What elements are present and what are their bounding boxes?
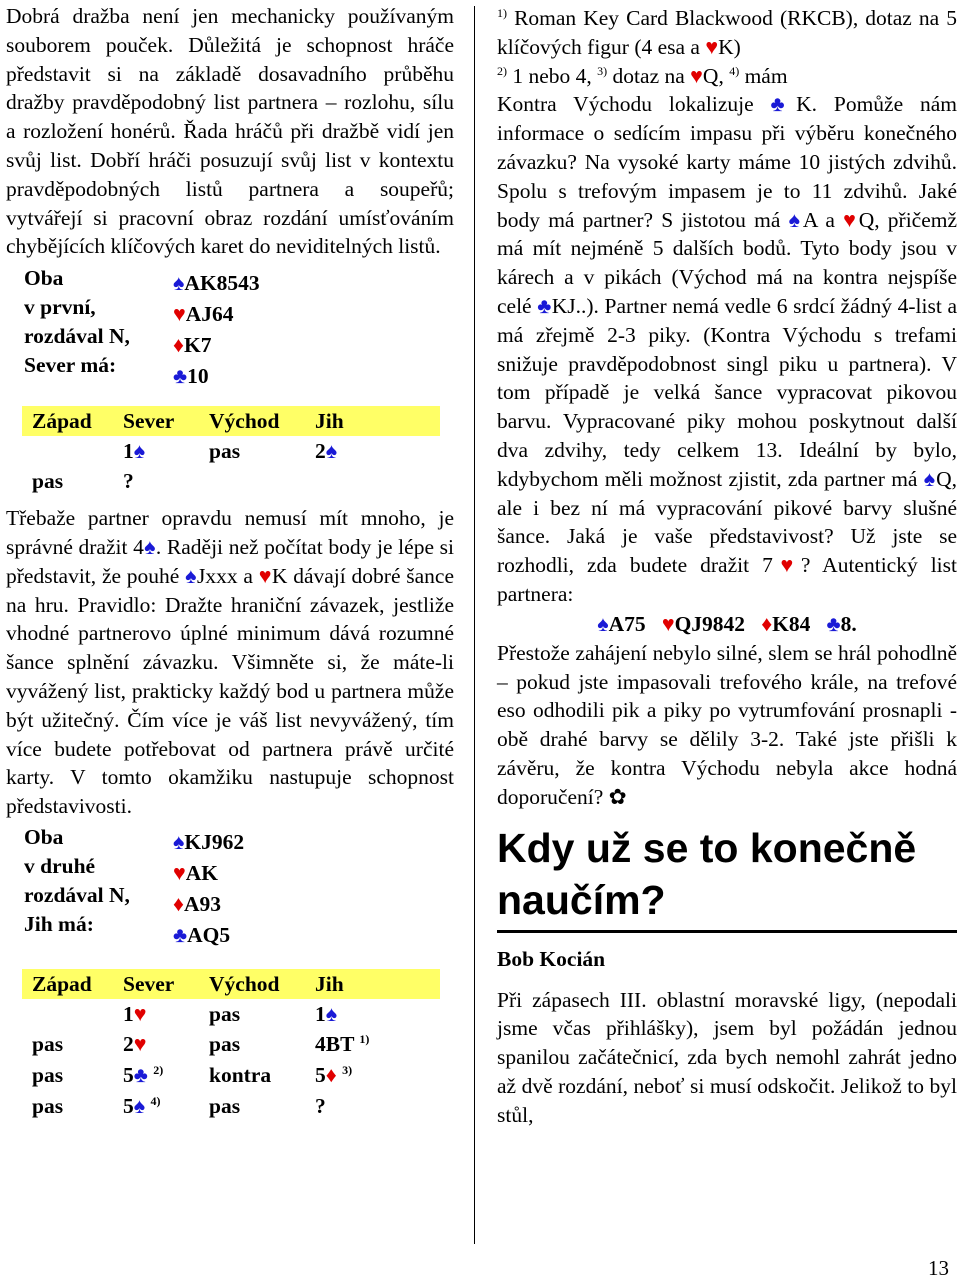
heart-icon: ♥ bbox=[133, 1001, 147, 1026]
diamond-icon: ♦ bbox=[325, 1062, 337, 1087]
spade-icon: ♠ bbox=[133, 1093, 146, 1118]
auction-bid: pas bbox=[32, 1093, 64, 1118]
auction-bid: 1♥ bbox=[123, 1001, 147, 1026]
left-column bbox=[6, 0, 454, 1121]
auction-bid: 2♠ bbox=[315, 439, 338, 464]
end-mark-icon: ✿ bbox=[608, 784, 627, 809]
auction-bid: pas bbox=[209, 1031, 241, 1056]
spade-icon: ♠ bbox=[133, 439, 146, 464]
club-icon: ♣ bbox=[133, 1062, 148, 1087]
hand-1-diamonds: ♦K7 bbox=[173, 333, 212, 358]
hand-2-clubs: ♣AQ5 bbox=[173, 922, 231, 947]
auction-bid: 5♠ $^{4)}$ bbox=[123, 1093, 161, 1118]
auction-bid: 4BT $^{1)}$ bbox=[315, 1031, 370, 1056]
auction-header-south: Jih bbox=[315, 971, 344, 996]
auction-header-north: Sever bbox=[123, 971, 175, 996]
hand-2-label: Jih má: bbox=[24, 911, 94, 936]
auction-bid: ? bbox=[315, 1093, 326, 1118]
footnote-mark: 1) bbox=[359, 1031, 370, 1046]
hand-2-diamonds: ♦A93 bbox=[173, 891, 222, 916]
heart-icon: ♥ bbox=[661, 611, 675, 636]
article-heading: Kdy už se to konečně naučím? bbox=[497, 824, 917, 923]
hand-2-spades: ♠KJ962 bbox=[173, 829, 245, 854]
hand-1-clubs: ♣10 bbox=[173, 364, 209, 389]
auction-header-west: Západ bbox=[32, 409, 92, 434]
spade-icon: ♠ bbox=[173, 271, 185, 296]
diamond-icon: ♦ bbox=[761, 611, 773, 636]
heart-icon: ♥ bbox=[843, 207, 859, 232]
auction-bid: 1♠ bbox=[123, 439, 146, 464]
spade-icon: ♠ bbox=[173, 829, 185, 854]
heart-icon: ♥ bbox=[258, 563, 272, 588]
hand-2-label: v druhé bbox=[24, 853, 96, 878]
spade-icon: ♠ bbox=[185, 563, 197, 588]
page-number: 13 bbox=[928, 1256, 949, 1280]
column-divider bbox=[474, 6, 475, 1244]
club-icon: ♣ bbox=[173, 922, 188, 947]
auction-header-east: Východ bbox=[209, 409, 280, 434]
heading-rule bbox=[497, 930, 957, 933]
footnote-mark: 4) bbox=[150, 1093, 161, 1108]
diamond-icon: ♦ bbox=[173, 333, 184, 358]
right-column bbox=[497, 0, 957, 1130]
heart-icon: ♥ bbox=[133, 1031, 147, 1056]
club-icon: ♣ bbox=[770, 92, 797, 117]
auction-bid: pas bbox=[209, 1001, 241, 1026]
conclusion-paragraph: Přestože zahájení nebylo silné, slem se hrál pohodlně – pokud jste impasovali trefového krále, na trefové eso odhodili pik a piky po vytrumfování prosnapli - obě drahé barvy se dělily 3-2. Také jste přišli k závěru, že kontra Východu nebyla akce hodná doporučení? ✿ bbox=[497, 640, 957, 809]
article-author: Bob Kocián bbox=[497, 946, 606, 971]
heart-icon: ♥ bbox=[690, 63, 703, 88]
auction-bid: 5♣ $^{2)}$ bbox=[123, 1062, 164, 1087]
auction-bid: pas bbox=[32, 469, 64, 494]
auction-bid: kontra bbox=[209, 1062, 272, 1087]
heart-icon: ♥ bbox=[705, 34, 719, 59]
spade-icon: ♠ bbox=[923, 466, 937, 491]
hand-2-label: Oba bbox=[24, 824, 64, 849]
hand-1 bbox=[6, 264, 454, 394]
auction-header-east: Východ bbox=[209, 971, 280, 996]
heart-icon: ♥ bbox=[173, 302, 186, 327]
spade-icon: ♠ bbox=[325, 1001, 338, 1026]
auction-bid: 5♦ $^{3)}$ bbox=[315, 1062, 353, 1087]
hand-1-label: rozdával N, bbox=[24, 324, 130, 349]
auction-header-north: Sever bbox=[123, 409, 175, 434]
intro-paragraph: Dobrá dražba není jen mechanicky používaným souborem pouček. Důležitá je schopnost hráče představit si na základě dosavadního průběhu dražby pravděpodobný list partnera – rozlohu, sílu a rozložení honérů. Řada hráčů při dražbě vidí jen svůj list. Dobří hráči posuzují svůj list v kontextu pravděpodobných listů partnera a soupeřů; vytvářejí si pracovní obraz rozdání umísťováním chybějících klíčových karet do neviditelných listů. bbox=[6, 4, 454, 259]
spade-icon: ♠ bbox=[143, 534, 156, 559]
auction-bid: pas bbox=[209, 1093, 241, 1118]
spade-icon: ♠ bbox=[597, 611, 609, 636]
spade-icon: ♠ bbox=[788, 207, 803, 232]
heart-icon: ♥ bbox=[772, 553, 801, 578]
spade-icon: ♠ bbox=[325, 439, 338, 464]
partner-hand: ♠A75 ♥QJ9842 ♦K84 ♣8. bbox=[597, 611, 857, 636]
auction-header-south: Jih bbox=[315, 409, 344, 434]
article-paragraph: Při zápasech III. oblastní moravské ligy, (nepodali jsme včas přihlášky), jsem byl požádán jednou spanilou začátečnicí, zda bych nemohl zahrát jedno až dvě rozdání, neboť si musí odskočit. Jelikož to byl stůl, bbox=[497, 987, 957, 1127]
hand-1-label: v první, bbox=[24, 295, 96, 320]
auction-1 bbox=[6, 406, 454, 504]
auction-header-west: Západ bbox=[32, 971, 92, 996]
club-icon: ♣ bbox=[826, 611, 841, 636]
footnote-mark: 2) bbox=[153, 1062, 164, 1077]
analysis-paragraph: Kontra Východu lokalizuje ♣K. Pomůže nám informace o sedícím impasu při výběru konečného závazku? Na vysoké karty máme 10 jistých zdvihů. Spolu s trefovým impasem je to 11 zdvihů. Jaké body má partner? S jistotou má ♠A a ♥Q, přičemž má mít nejméně 5 dalších bodů. Tyto body jsou v kárech a v pikách (Východ má na kontra nejspíše celé ♣KJ..). Partner nemá vedle 6 srdcí žádný 4-list a má zřejmě 2-3 piky. (Kontra Východu s trefami snižuje pravděpodobnost singl piku u partnera). V tom případě je velká šance vypracovat pikovou barvu. Vypracované piky mohou poskytnout další dva zdvihy, tedy celkem 13. Ideální by bylo, kdybychom měli možnost zjistit, zda partner má ♠Q, ale i bez ní má vypracování pikové barvy slušné šance. Jaká je vaše představivost? Už jste se rozhodli, zda budete dražit 7♥? Autentický list partnera: bbox=[497, 92, 958, 606]
paragraph-imagination: Třebaže partner opravdu nemusí mít mnoho, je správné dražit 4♠. Raději než počítat body je lépe si představit, že pouhé ♠Jxxx a ♥K dávají dobré šance na hru. Pravidlo: Dražte hraniční závazek, jestliže vhodné partnerovo úplné minimum dává rozumné šance splnění závazku. Všimněte si, že máte-li vyvážený list, prakticky každý bod u partnera může být užitečný. Čím více je váš list nevyvážený, tím více budete potřebovat od partnera právě určité karty. V tomto okamžiku nastupuje schopnost představivosti. bbox=[6, 506, 455, 819]
hand-2 bbox=[6, 823, 454, 951]
hand-2-label: rozdával N, bbox=[24, 882, 130, 907]
hand-1-label: Sever má: bbox=[24, 353, 117, 378]
hand-1-spades: ♠AK8543 bbox=[173, 271, 260, 296]
club-icon: ♣ bbox=[173, 364, 188, 389]
hand-1-hearts: ♥AJ64 bbox=[173, 302, 234, 327]
auction-bid: 1♠ bbox=[315, 1001, 338, 1026]
diamond-icon: ♦ bbox=[173, 891, 184, 916]
footnotes: $^{1)}$ Roman Key Card Blackwood (RKCB), dotaz na 5 klíčových figur (4 esa a ♥K) $^{2)}$ 1 nebo 4, $^{3)}$ dotaz na ♥Q, $^{4)}$ mám bbox=[497, 5, 957, 88]
hand-2-hearts: ♥AK bbox=[173, 860, 219, 885]
auction-bid: pas bbox=[32, 1031, 64, 1056]
footnote-mark: 3) bbox=[342, 1062, 353, 1077]
auction-bid: 2♥ bbox=[123, 1031, 147, 1056]
hand-1-label: Oba bbox=[24, 266, 64, 291]
auction-bid: pas bbox=[209, 439, 241, 464]
heart-icon: ♥ bbox=[173, 860, 186, 885]
auction-bid: ? bbox=[123, 469, 134, 494]
auction-bid: pas bbox=[32, 1062, 64, 1087]
club-icon: ♣ bbox=[537, 293, 552, 318]
auction-2 bbox=[6, 969, 454, 1121]
